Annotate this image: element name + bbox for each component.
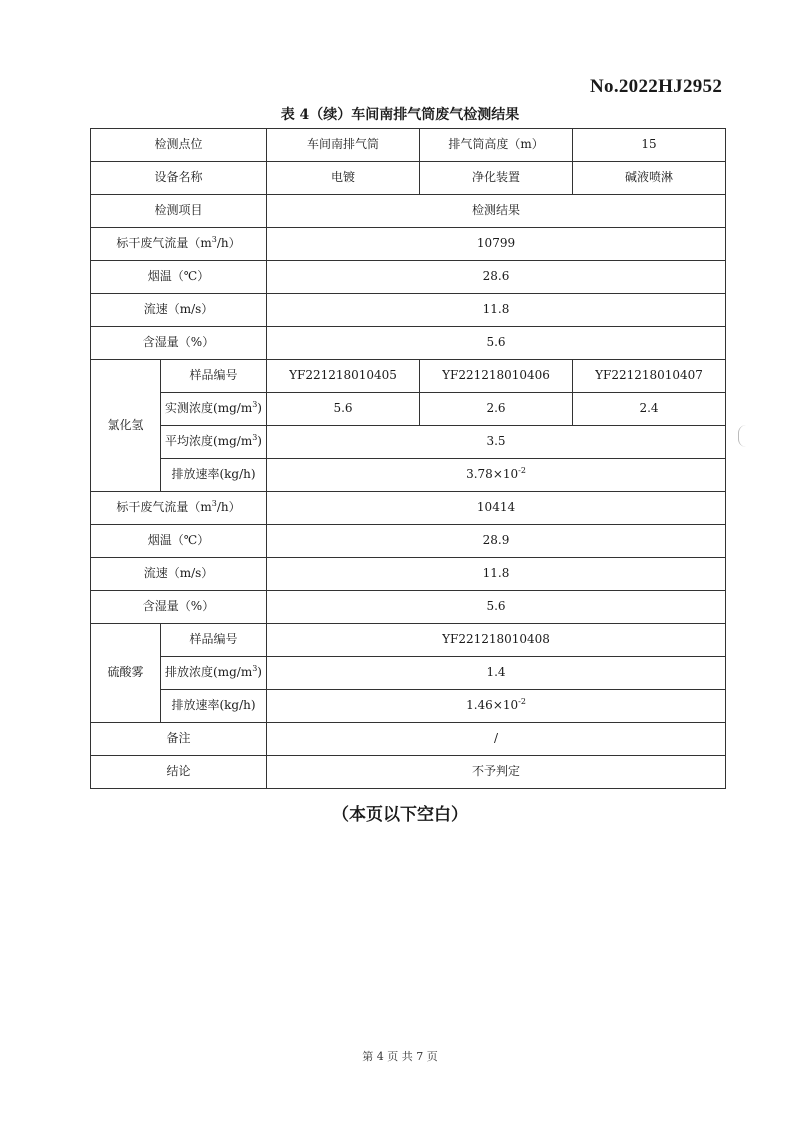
table-row [91,327,726,360]
table-row [91,723,726,756]
binding-hole-mark [738,425,749,447]
h2so4-sample-label: 样品编号 [161,624,267,657]
moisture-value: 5.6 [267,327,726,360]
temp-label: 烟温（℃） [91,261,267,294]
table-row [91,261,726,294]
speed-label: 流速（m/s） [91,294,267,327]
purifier-label: 净化装置 [420,162,573,195]
blank-note: （本页以下空白） [332,805,468,825]
temp-label-2: 烟温（℃） [91,525,267,558]
table-row [91,558,726,591]
table-row [91,162,726,195]
moisture-label-2: 含湿量（%） [91,591,267,624]
conclusion-value: 不予判定 [267,756,726,789]
hcl-measured-3: 2.4 [573,393,726,426]
temp-value: 28.6 [267,261,726,294]
table-row [91,129,726,162]
speed-value-2: 11.8 [267,558,726,591]
item-label: 检测项目 [91,195,267,228]
table-row [91,294,726,327]
temp-value-2: 28.9 [267,525,726,558]
hcl-sample-label: 样品编号 [161,360,267,393]
table-row [91,360,726,393]
table-row [91,228,726,261]
table-row [91,756,726,789]
height-value: 15 [573,129,726,162]
page-footer: 第 4 页 共 7 页 [362,1050,438,1063]
h2so4-conc-label: 排放浓度$(mg/m^3)$ [161,657,267,690]
flow-label: 标干废气流量$(m^3/h)$ [91,228,267,261]
hcl-rate-value: $3.78\times 10^{-2}$ [267,459,726,492]
table-row [91,426,726,459]
remarks-label: 备注 [91,723,267,756]
table-row [91,525,726,558]
hcl-avg-value: 3.5 [267,426,726,459]
flow-value: 10799 [267,228,726,261]
hcl-measured-1: 5.6 [267,393,420,426]
speed-value: 11.8 [267,294,726,327]
table-row [91,624,726,657]
result-label: 检测结果 [267,195,726,228]
moisture-value-2: 5.6 [267,591,726,624]
hcl-sample-3: YF221218010407 [573,360,726,393]
remarks-value: / [267,723,726,756]
hcl-name: 氯化氢 [91,360,161,492]
hcl-rate-label: 排放速率(kg/h) [161,459,267,492]
table-row [91,492,726,525]
table-row [91,657,726,690]
flow-label-2: 标干废气流量$(m^3/h)$ [91,492,267,525]
height-label: 排气筒高度（m） [420,129,573,162]
hcl-avg-label: 平均浓度$(mg/m^3)$ [161,426,267,459]
report-number: No.2022HJ2952 [590,76,723,97]
h2so4-conc-value: 1.4 [267,657,726,690]
table-row [91,690,726,723]
hcl-sample-2: YF221218010406 [420,360,573,393]
table-row [91,591,726,624]
conclusion-label: 结论 [91,756,267,789]
flow-value-2: 10414 [267,492,726,525]
table-row [91,393,726,426]
moisture-label: 含湿量（%） [91,327,267,360]
h2so4-rate-value: $1.46\times 10^{-2}$ [267,690,726,723]
purifier-value: 碱液喷淋 [573,162,726,195]
speed-label-2: 流速（m/s） [91,558,267,591]
table-title: 表 4（续）车间南排气筒废气检测结果 [280,107,520,123]
table-row [91,195,726,228]
h2so4-rate-label: 排放速率(kg/h) [161,690,267,723]
hcl-measured-2: 2.6 [420,393,573,426]
point-label: 检测点位 [91,129,267,162]
hcl-measured-label: 实测浓度$(mg/m^3)$ [161,393,267,426]
hcl-sample-1: YF221218010405 [267,360,420,393]
h2so4-name: 硫酸雾 [91,624,161,723]
point-value: 车间南排气筒 [267,129,420,162]
equipment-label: 设备名称 [91,162,267,195]
table-row [91,459,726,492]
h2so4-sample-value: YF221218010408 [267,624,726,657]
results-table [90,128,726,789]
equipment-value: 电镀 [267,162,420,195]
